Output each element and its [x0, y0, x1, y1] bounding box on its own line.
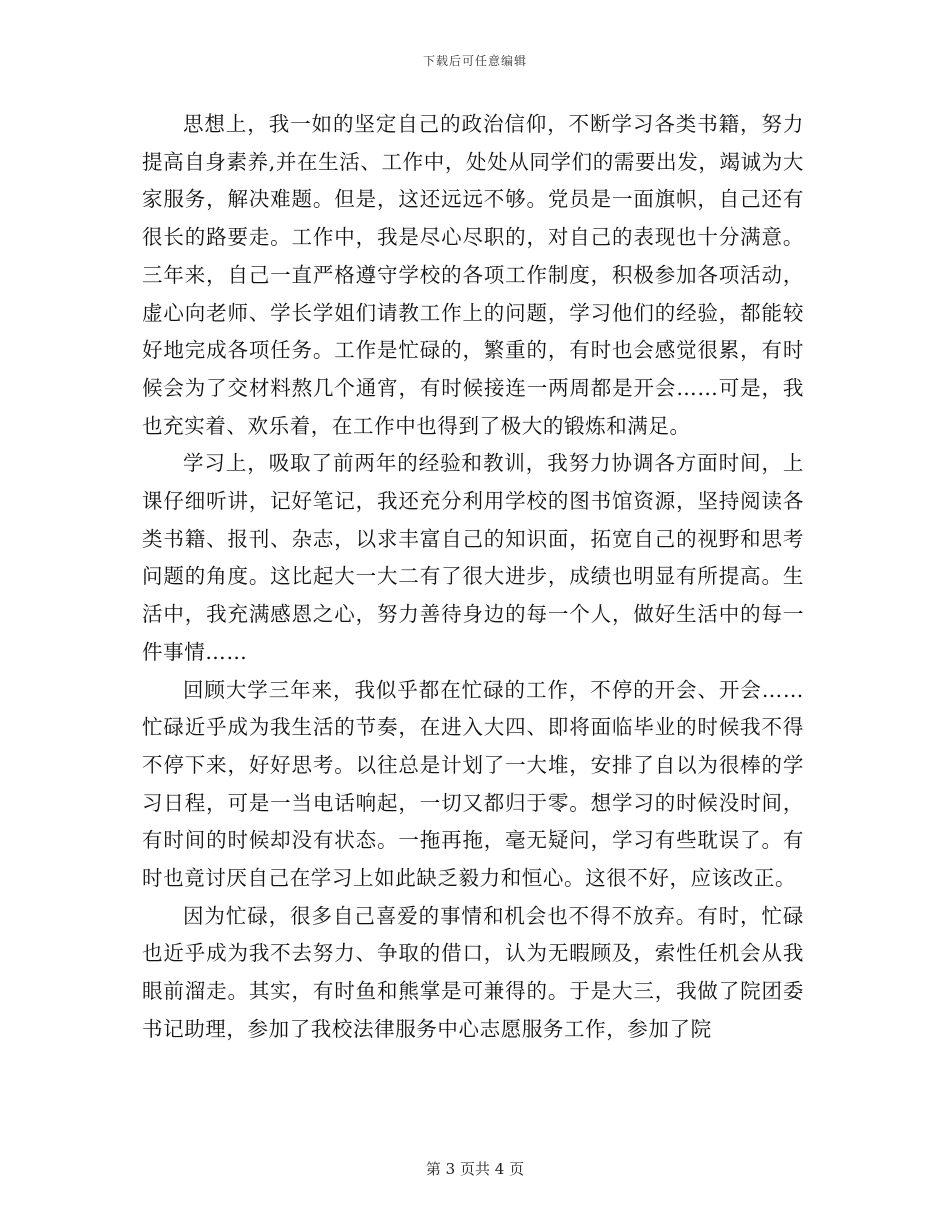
paragraph-review: 回顾大学三年来，我似乎都在忙碌的工作，不停的开会、开会……忙碌近乎成为我生活的节奏，在进入大四、即将面临毕业的时候我不得不停下来，好好思考。以往总是计划了一大堆，安排了自以为很棒的学习日程，可是一当电话响起，一切又都归于零。想学习的时候没时间，有时间的时候却没有状态。一拖再拖，毫无疑问，学习有些耽误了。有时也竟讨厌自己在学习上如此缺乏毅力和恒心。这很不好，应该改正。 [142, 677, 804, 891]
paragraph-busy: 因为忙碌，很多自己喜爱的事情和机会也不得不放弃。有时，忙碌也近乎成为我不去努力、争取的借口，认为无暇顾及，索性任机会从我眼前溜走。其实，有时鱼和熊掌是可兼得的。于是大三，我做了院团委书记助理，参加了我校法律服务中心志愿服务工作，参加了院 [142, 903, 804, 1041]
page-header: 下载后可任意编辑 [422, 54, 527, 68]
page-footer-page-number: 第 3 页共 4 页 [425, 1160, 525, 1178]
paragraph-thought: 思想上，我一如的坚定自己的政治信仰，不断学习各类书籍，努力提高自身素养,并在生活、工作中，处处从同学们的需要出发，竭诚为大家服务，解决难题。但是，这还远远不够。党员是一面旗帜，自己还有很长的路要走。工作中，我是尽心尽职的，对自己的表现也十分满意。三年来，自己一直严格遵守学校的各项工作制度，积极参加各项活动，虚心向老师、学长学姐们请教工作上的问题，学习他们的经验，都能较好地完成各项任务。工作是忙碌的，繁重的，有时也会感觉很累，有时候会为了交材料熬几个通宵，有时候接连一两周都是开会……可是，我也充实着、欢乐着，在工作中也得到了极大的锻炼和满足。 [142, 112, 804, 438]
document-body [142, 106, 804, 1049]
paragraph-study: 学习上，吸取了前两年的经验和教训，我努力协调各方面时间，上课仔细听讲，记好笔记，我还充分利用学校的图书馆资源，坚持阅读各类书籍、报刊、杂志，以求丰富自己的知识面，拓宽自己的视野和思考问题的角度。这比起大一大二有了很大进步，成绩也明显有所提高。生活中，我充满感恩之心，努力善待身边的每一个人，做好生活中的每一件事情…… [142, 451, 804, 664]
